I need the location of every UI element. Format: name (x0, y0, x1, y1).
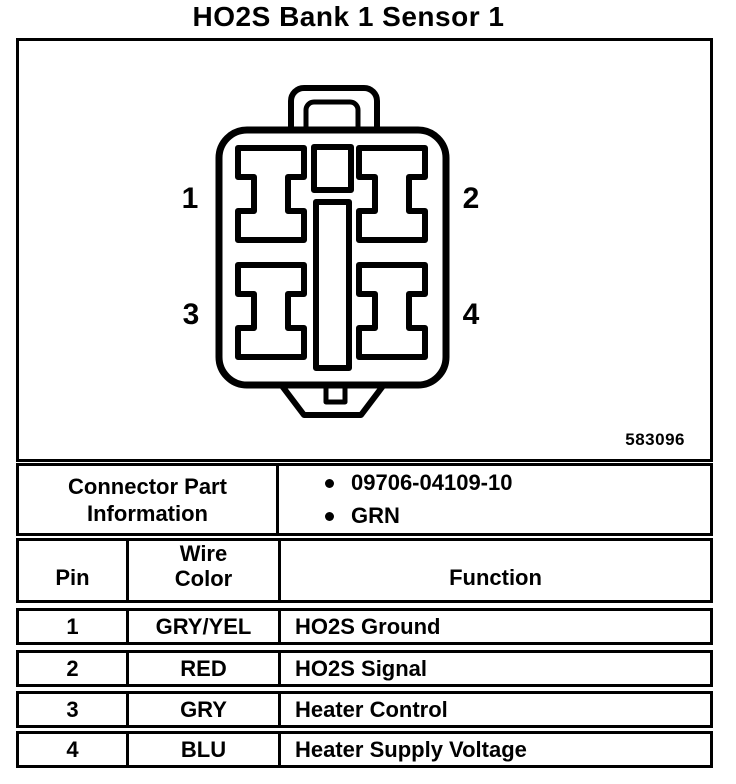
connector-color-item (325, 503, 710, 529)
part-number-value: 09706-04109-10 (351, 470, 513, 495)
figure-number: 583096 (625, 430, 685, 449)
connector-part-info-label-line2: Information (87, 500, 208, 526)
pin-cell: 3 (19, 694, 129, 725)
pin-table-header-row (16, 538, 713, 603)
page-title: HO2S Bank 1 Sensor 1 (192, 1, 505, 32)
pin-label-1: 1 (181, 182, 199, 215)
connector-face-drawing (19, 41, 710, 459)
connector-part-info-label (19, 466, 279, 533)
part-number-item (325, 470, 710, 496)
function-cell: HO2S Ground (295, 613, 441, 639)
wire-color-cell: GRY/YEL (129, 611, 281, 642)
table-row (16, 608, 713, 645)
function-cell: Heater Supply Voltage (295, 736, 527, 762)
header-wire-color (129, 541, 281, 600)
header-wire-line2: Color (174, 566, 233, 591)
function-cell: HO2S Signal (295, 655, 428, 681)
connector-part-info-label-line1: Connector Part (68, 473, 227, 499)
header-function: Function (449, 565, 542, 590)
function-cell: Heater Control (295, 696, 448, 722)
center-key-bar (316, 202, 349, 368)
bullet-icon (325, 512, 334, 521)
connector-diagram-frame (16, 38, 713, 462)
pin-cell: 2 (19, 653, 129, 684)
wire-color-cell: RED (129, 653, 281, 684)
table-row (16, 691, 713, 728)
wire-color-cell: GRY (129, 694, 281, 725)
header-wire-line1: Wire (179, 541, 228, 566)
connector-part-info-values (279, 466, 710, 533)
pin-label-4: 4 (462, 298, 480, 331)
pin-cell: 4 (19, 734, 129, 765)
connector-part-info-row (16, 463, 713, 536)
table-row (16, 731, 713, 768)
pin-label-2: 2 (462, 182, 480, 215)
bullet-icon (325, 479, 334, 488)
header-pin: Pin (19, 541, 129, 600)
pin-cell: 1 (19, 611, 129, 642)
wire-color-cell: BLU (129, 734, 281, 765)
table-row (16, 650, 713, 687)
pin-label-3: 3 (182, 298, 200, 331)
center-key-upper (314, 147, 351, 190)
connector-color-value: GRN (351, 503, 400, 528)
